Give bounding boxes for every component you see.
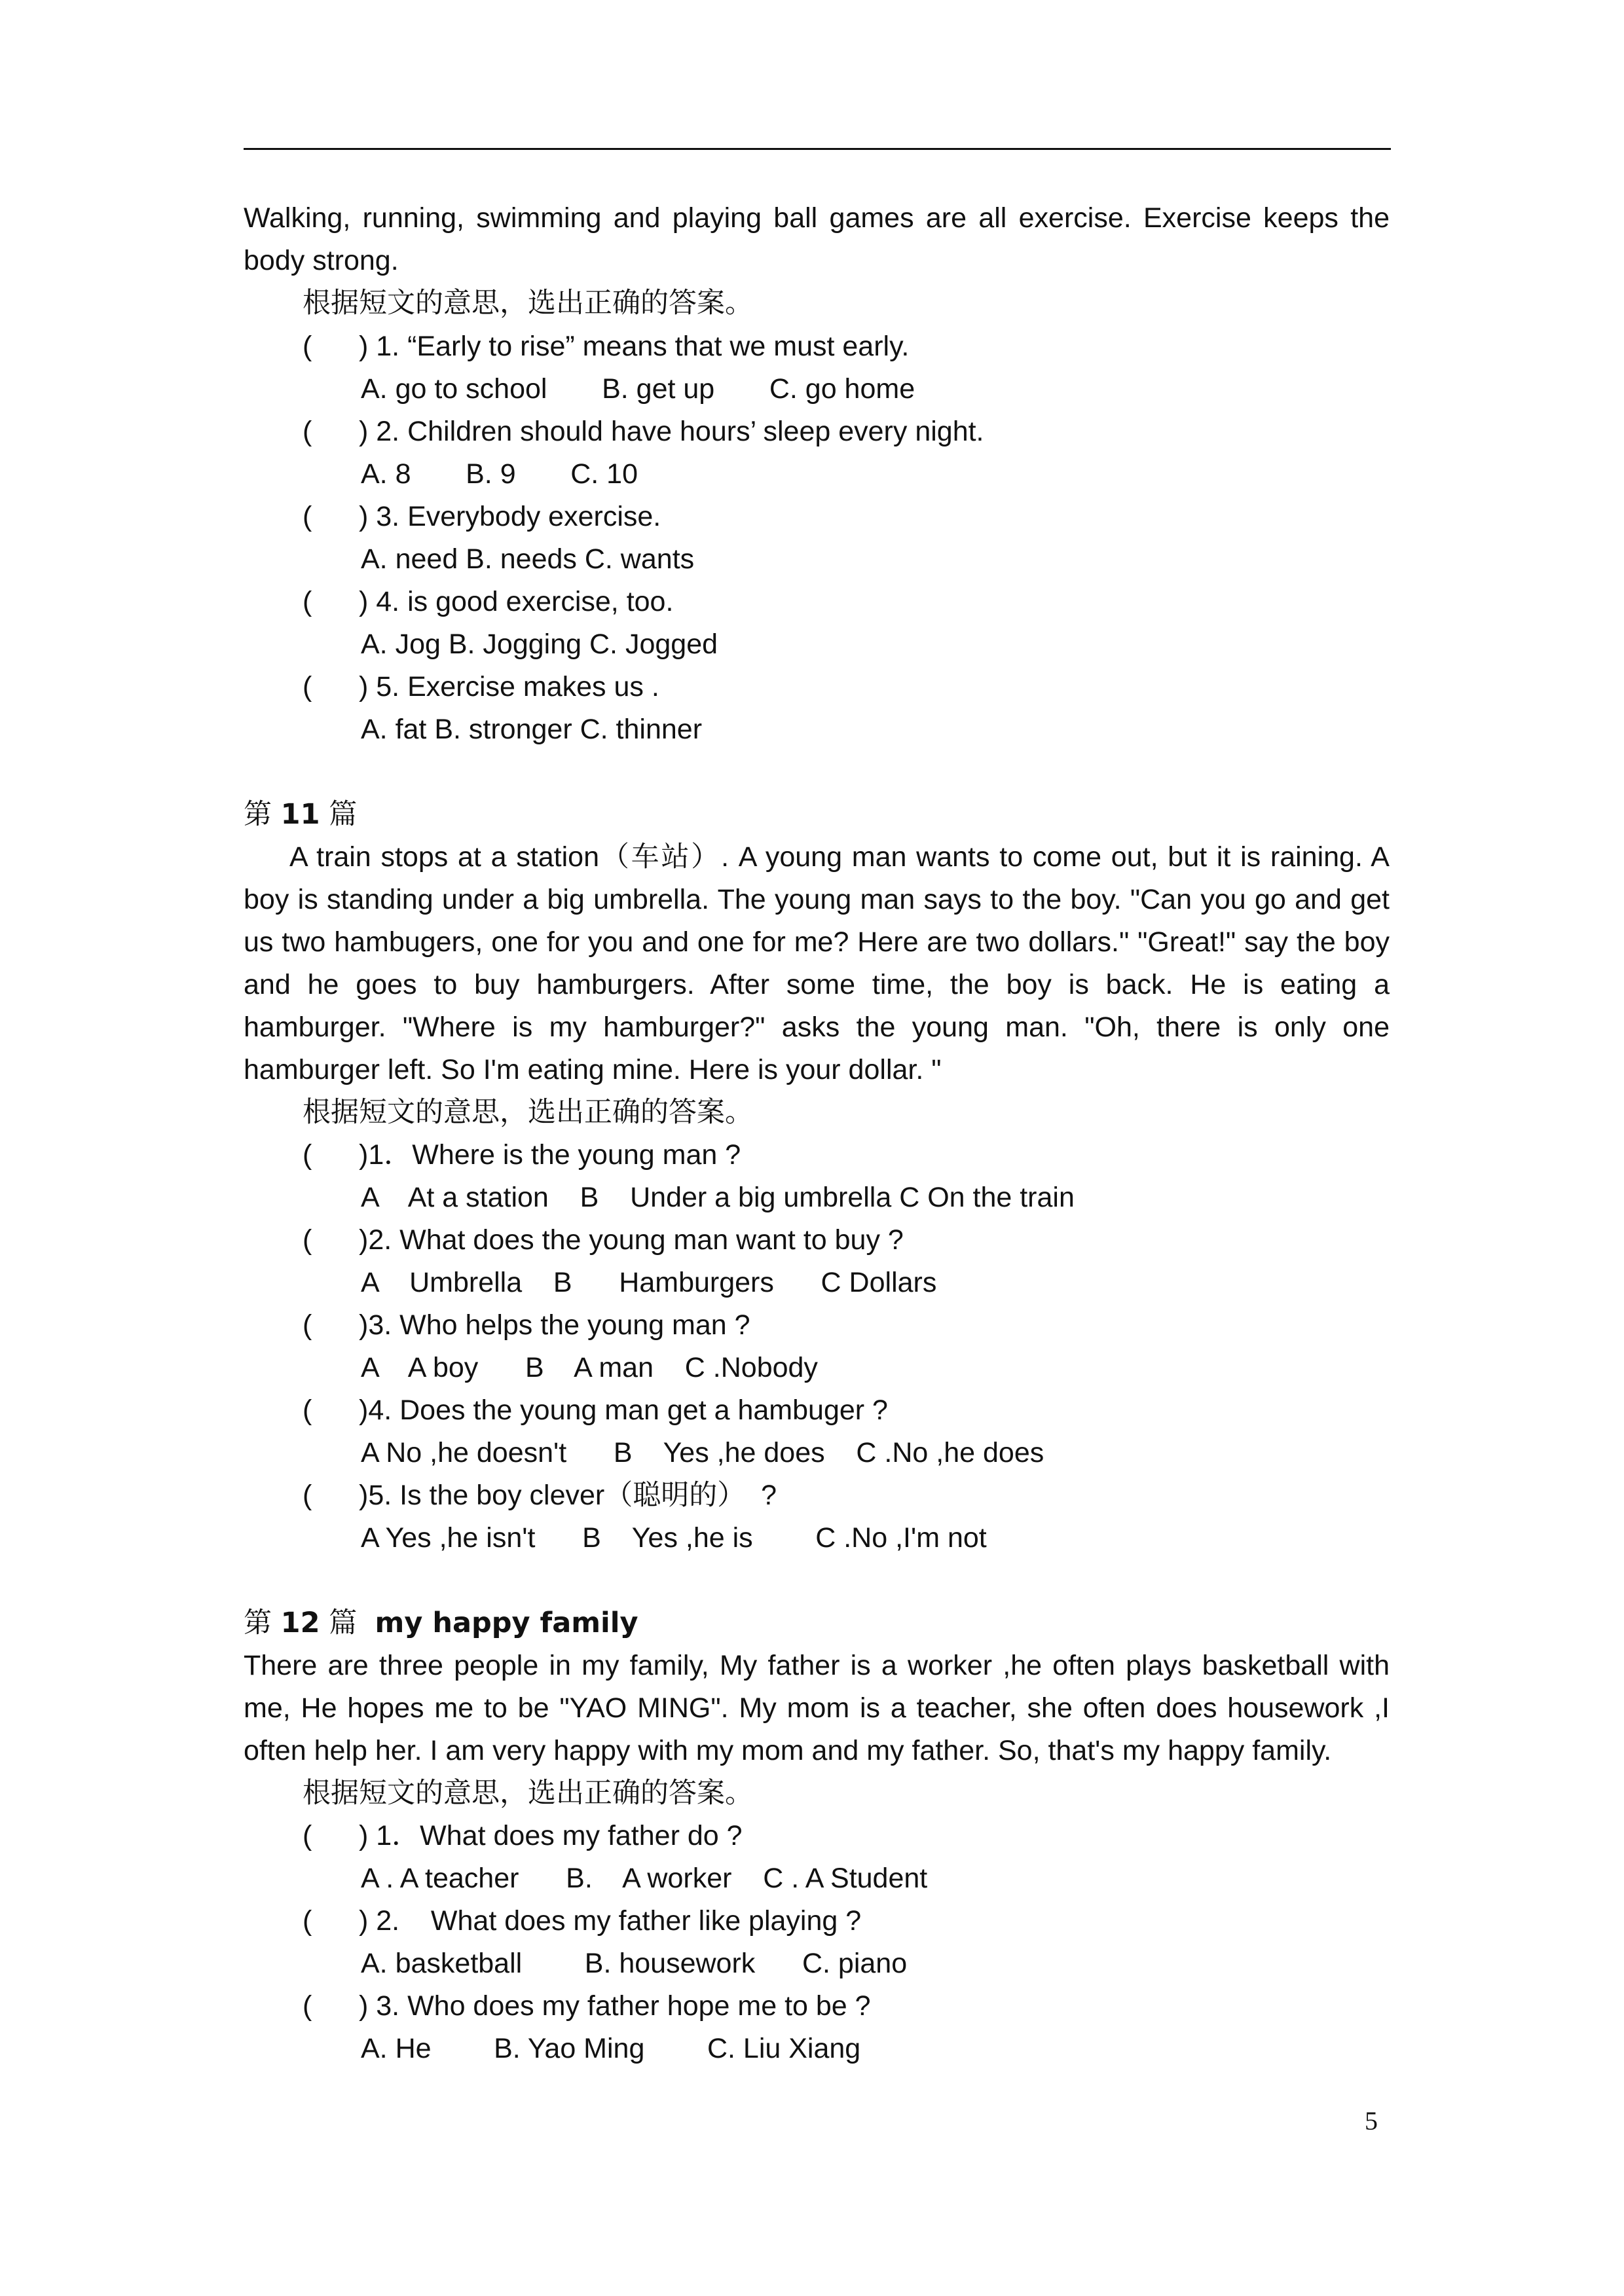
intro-options-2: A. 8 B. 9 C. 10: [361, 458, 638, 490]
section-12-instruction: 根据短文的意思，选出正确的答案。: [303, 1777, 753, 1810]
intro-question-1: ( ) 1. “Early to rise” means that we must early.: [303, 331, 910, 362]
intro-question-5: ( ) 5. Exercise makes us .: [303, 671, 659, 702]
intro-question-3: ( ) 3. Everybody exercise.: [303, 501, 661, 532]
s11-options-5: A Yes ,he isn't B Yes ,he is C .No ,I'm not: [361, 1522, 987, 1554]
s11-question-5: ( )5. Is the boy clever（聪明的） ?: [303, 1480, 777, 1511]
intro-options-4: A. Jog B. Jogging C. Jogged: [361, 629, 718, 660]
intro-passage: Walking, running, swimming and playing ball games are all exercise. Exercise keeps the body strong.: [244, 202, 1390, 276]
s12-question-2: ( ) 2. What does my father like playing ?: [303, 1905, 862, 1937]
intro-question-2: ( ) 2. Children should have hours’ sleep every night.: [303, 416, 984, 447]
s12-question-1: ( ) 1．What does my father do ?: [303, 1820, 743, 1851]
intro-options-1: A. go to school B. get up C. go home: [361, 373, 915, 405]
s11-question-1: ( )1．Where is the young man ?: [303, 1139, 741, 1171]
s11-options-2: A Umbrella B Hamburgers C Dollars: [361, 1267, 937, 1298]
intro-instruction: 根据短文的意思，选出正确的答案。: [303, 287, 753, 319]
section-12-passage: There are three people in my family, My father is a worker ,he often plays basketball with me, He hopes me to be "YAO MING". My mom is a teacher, she often does housework ,I often help her. I am very happy with my mom and my father. So, that's my happy family.: [244, 1650, 1390, 1766]
section-11-passage: A train stops at a station（车站）. A young man wants to come out, but it is raining. A boy is standing under a big umbrella. The young man says to the boy. "Can you go and get us two hambugers, one for you and one for me? Here are two dollars." "Great!" say the boy and he goes to buy hamburgers. After some time, the boy is back. He is eating a hamburger. "Where is my hamburger?" asks the young man. "Oh, there is only one hamburger left. So I'm eating mine. Here is your dollar. ": [244, 841, 1390, 1085]
header-rule: [244, 148, 1391, 150]
s11-question-3: ( )3. Who helps the young man ?: [303, 1309, 750, 1341]
s11-options-4: A No ,he doesn't B Yes ,he does C .No ,he does: [361, 1437, 1044, 1468]
section-11-heading: 第 11 篇: [244, 798, 358, 831]
intro-question-4: ( ) 4. is good exercise, too.: [303, 586, 674, 617]
section-12-heading: 第 12 篇 my happy family: [244, 1607, 638, 1639]
s11-options-1: A At a station B Under a big umbrella C On the train: [361, 1182, 1075, 1213]
intro-options-5: A. fat B. stronger C. thinner: [361, 714, 703, 745]
s11-question-4: ( )4. Does the young man get a hambuger ?: [303, 1394, 888, 1426]
s12-options-3: A. He B. Yao Ming C. Liu Xiang: [361, 2033, 861, 2064]
s12-question-3: ( ) 3. Who does my father hope me to be ?: [303, 1990, 871, 2022]
s12-options-2: A. basketball B. housework C. piano: [361, 1948, 908, 1979]
page-number: 5: [1365, 2106, 1378, 2136]
intro-options-3: A. need B. needs C. wants: [361, 543, 695, 575]
s11-question-2: ( )2. What does the young man want to buy ?: [303, 1224, 904, 1256]
s11-options-3: A A boy B A man C .Nobody: [361, 1352, 818, 1383]
section-11-instruction: 根据短文的意思，选出正确的答案。: [303, 1096, 753, 1129]
s12-options-1: A . A teacher B. A worker C . A Student: [361, 1863, 928, 1894]
